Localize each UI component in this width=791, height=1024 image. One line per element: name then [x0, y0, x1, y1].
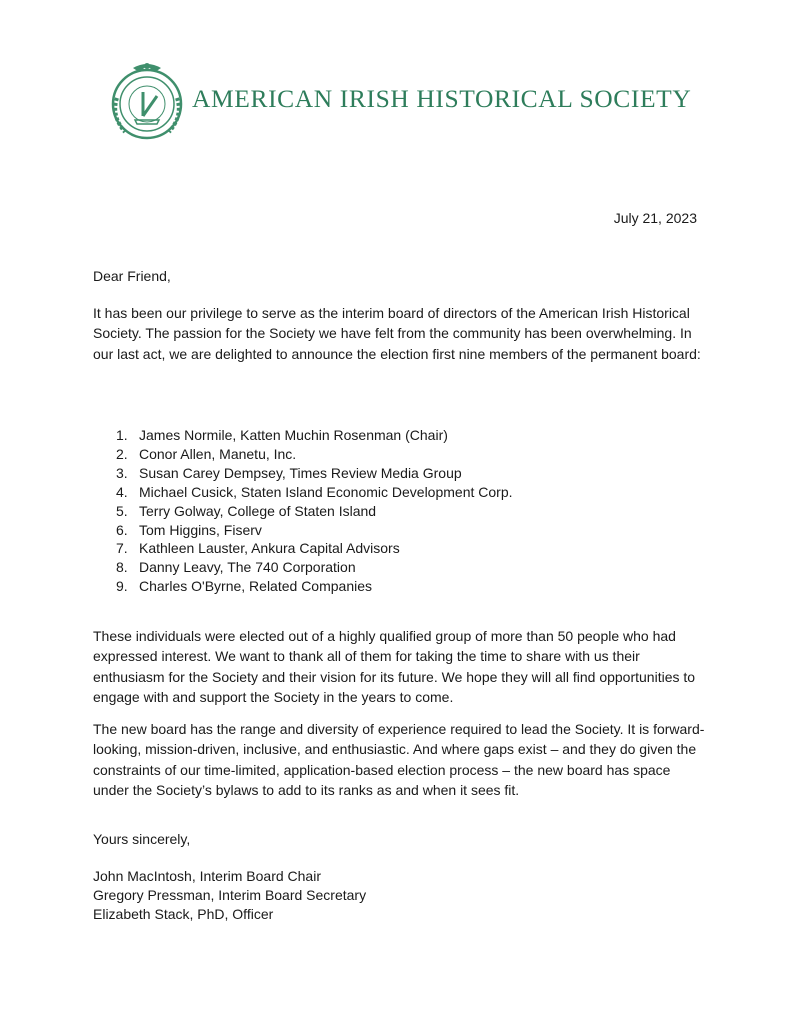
thanks-paragraph: These individuals were elected out of a highly qualified group of more than 50 people who had expressed interest. We want to thank all of them for taking the time to share with us their enthusiasm for the Society and their vision for its future. We hope they will all find opportunities to engage with and support the Society in the years to come. [93, 628, 696, 705]
member-entry: Michael Cusick, Staten Island Economic Development Corp. [139, 483, 513, 500]
intro-paragraph: It has been our privilege to serve as the interim board of directors of the American Irish Historical Society. The passion for the Society we have felt from the community has been overwhelming. In our last act, we are delighted to announce the election first nine members of the permanent board: [93, 305, 701, 362]
member-entry: Terry Golway, College of Staten Island [139, 502, 377, 519]
list-number: 1. [116, 427, 128, 443]
letter-date: July 21, 2023 [613, 210, 697, 226]
signatory: Elizabeth Stack, PhD, Officer [93, 906, 274, 922]
organization-name: AMERICAN IRISH HISTORICAL SOCIETY [192, 84, 692, 113]
member-entry: Conor Allen, Manetu, Inc. [139, 445, 297, 462]
list-number: 8. [116, 559, 128, 576]
list-item [116, 539, 513, 558]
list-item [116, 445, 513, 464]
society-seal-icon [107, 58, 187, 142]
board-members-list [116, 426, 513, 596]
list-item [116, 464, 513, 483]
member-entry: Charles O'Byrne, Related Companies [139, 578, 373, 595]
signatory: John MacIntosh, Interim Board Chair [93, 868, 321, 884]
signature-block [93, 867, 366, 924]
list-number: 5. [116, 502, 128, 519]
signatory: Gregory Pressman, Interim Board Secretary [93, 887, 367, 903]
list-number: 2. [116, 445, 128, 462]
member-entry: Kathleen Lauster, Ankura Capital Advisors [139, 540, 400, 557]
list-item [116, 426, 513, 445]
board-description-paragraph: The new board has the range and diversity of experience required to lead the Society. It is forward-looking, mission-driven, inclusive, and enthusiastic. And where gaps exist – and they do given the constraints of our time-limited, application-based election process – the new board has space under the Society’s bylaws to add to its ranks as and when it sees fit. [93, 721, 705, 798]
list-number: 4. [116, 483, 128, 500]
member-entry: Danny Leavy, The 740 Corporation [139, 559, 356, 576]
list-item [116, 502, 513, 521]
list-item [116, 558, 513, 577]
list-item [116, 521, 513, 540]
member-entry: Tom Higgins, Fiserv [139, 521, 262, 538]
letterhead [107, 56, 187, 144]
salutation: Dear Friend, [93, 268, 171, 284]
list-number: 3. [116, 464, 128, 481]
member-entry: James Normile, Katten Muchin Rosenman (Chair) [139, 427, 448, 443]
list-item [116, 577, 513, 596]
list-number: 7. [116, 540, 128, 557]
list-item [116, 483, 513, 502]
list-number: 6. [116, 521, 128, 538]
member-entry: Susan Carey Dempsey, Times Review Media Group [139, 464, 462, 481]
closing: Yours sincerely, [93, 831, 191, 847]
list-number: 9. [116, 578, 128, 595]
